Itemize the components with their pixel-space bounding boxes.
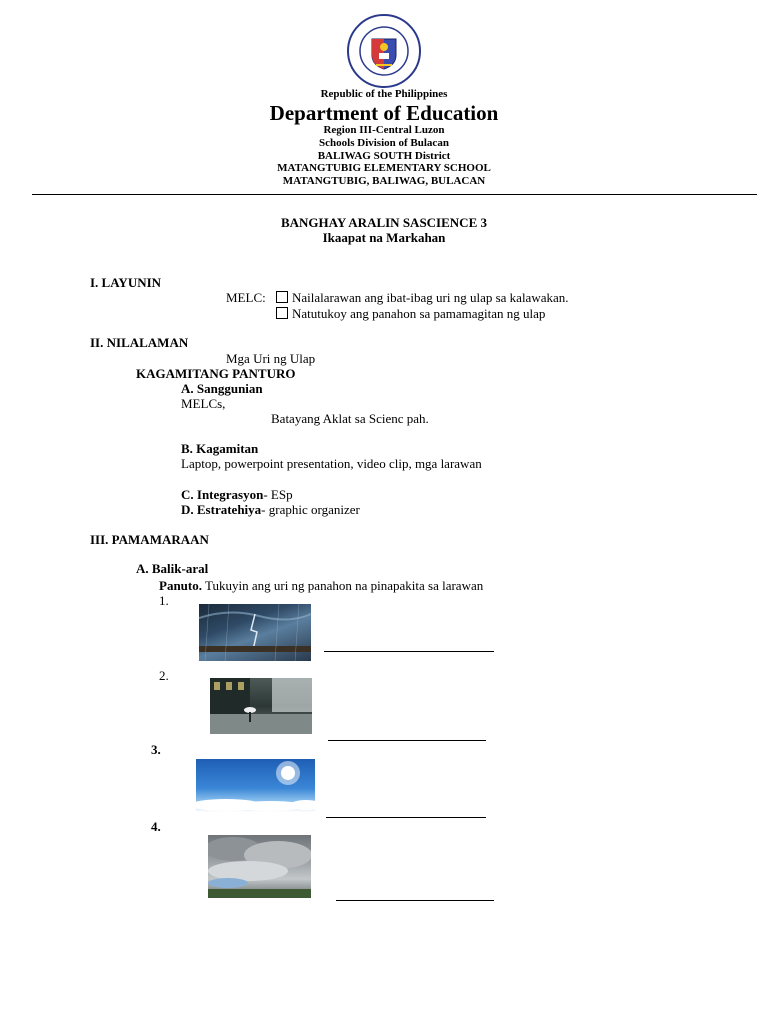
melc-item-2 [276, 306, 545, 322]
quarter-title: Ikaapat na Markahan [322, 230, 446, 245]
answer-blank-2[interactable] [328, 740, 486, 741]
sanggunian-label: A. Sanggunian [181, 381, 263, 396]
cloudy-sky-image [208, 835, 311, 898]
stormy-weather-image [199, 604, 311, 661]
address-line: MATANGTUBIG, BALIWAG, BULACAN [282, 175, 486, 187]
layunin-heading: I. LAYUNIN [90, 275, 162, 290]
deped-seal [346, 13, 422, 89]
checkbox-icon [276, 291, 288, 303]
nilalaman-heading: II. NILALAMAN [90, 335, 189, 350]
item-number-3: 3. [151, 742, 161, 757]
panuto-label: Panuto. [159, 578, 202, 593]
panuto-text: Tukuyin ang uri ng panahon na pinapakita sa larawan [201, 578, 484, 593]
sanggunian-aklat: Batayang Aklat sa Scienc pah. [271, 411, 429, 426]
item-number-1: 1. [159, 593, 169, 608]
region-line: Region III-Central Luzon [323, 124, 445, 136]
estratehiya-row [181, 502, 360, 518]
pamamaraan-heading: III. PAMAMARAAN [90, 532, 209, 547]
kagamitan-panturo-heading: KAGAMITANG PANTURO [136, 366, 296, 381]
division-line: Schools Division of Bulacan [319, 137, 449, 149]
melc-item-text: Nailalarawan ang ibat-ibag uri ng ulap sa kalawakan. [292, 290, 569, 305]
sunny-sky-image [196, 759, 315, 812]
lesson-title: BANGHAY ARALIN SASCIENCE 3 [280, 215, 487, 230]
sanggunian-melcs: MELCs, [181, 396, 226, 411]
integrasyon-label: C. Integrasyon [181, 487, 264, 502]
estratehiya-label: D. Estratehiya [181, 502, 262, 517]
checkbox-icon [276, 307, 288, 319]
school-line: MATANGTUBIG ELEMENTARY SCHOOL [277, 162, 491, 174]
seal-emblem-icon [346, 13, 422, 89]
republic-line: Republic of the Philippines [320, 88, 448, 100]
answer-blank-4[interactable] [336, 900, 494, 901]
item-number-2: 2. [159, 668, 169, 683]
integrasyon-value: - ESp [263, 487, 293, 502]
kagamitan-label: B. Kagamitan [181, 441, 259, 456]
topic-text: Mga Uri ng Ulap [226, 351, 316, 366]
answer-blank-3[interactable] [326, 817, 486, 818]
rainy-city-image [210, 678, 312, 734]
item-number-4: 4. [151, 819, 161, 834]
kagamitan-value: Laptop, powerpoint presentation, video clip, mga larawan [181, 456, 482, 471]
estratehiya-value: - graphic organizer [261, 502, 360, 517]
district-line: BALIWAG SOUTH District [317, 150, 451, 162]
answer-blank-1[interactable] [324, 651, 494, 652]
integrasyon-row [181, 487, 293, 503]
melc-item-text: Natutukoy ang panahon sa pamamagitan ng ulap [292, 306, 546, 321]
melc-label: MELC: [226, 290, 266, 305]
melc-item-1 [276, 290, 569, 306]
department-title: Department of Education [269, 101, 499, 125]
header-divider [32, 194, 757, 195]
balik-aral-label: A. Balik-aral [136, 561, 209, 576]
panuto-row [159, 578, 483, 594]
